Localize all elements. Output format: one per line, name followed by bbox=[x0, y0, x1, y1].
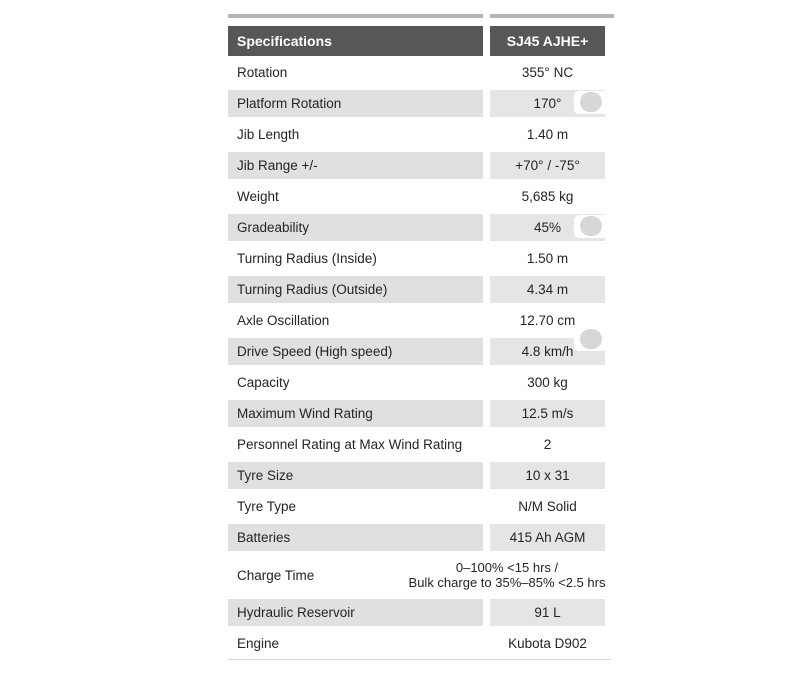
spec-value bbox=[490, 90, 605, 117]
specifications-header: Specifications bbox=[228, 26, 483, 56]
spec-value-line: 45% bbox=[533, 220, 562, 235]
table-row bbox=[228, 367, 617, 398]
spec-label: Jib Range +/- bbox=[228, 152, 483, 179]
spec-value-line: 170° bbox=[533, 96, 562, 111]
spec-value-line: 10 x 31 bbox=[525, 468, 570, 483]
spec-value-line: 12.5 m/s bbox=[521, 406, 574, 421]
table-row bbox=[228, 491, 617, 522]
spec-label: Axle Oscillation bbox=[237, 313, 330, 328]
spec-label: Capacity bbox=[237, 375, 290, 390]
spec-value bbox=[490, 59, 605, 86]
spec-value-line: Bulk charge to 35%–85% <2.5 hrs bbox=[408, 575, 606, 590]
table-row bbox=[228, 305, 617, 336]
spec-value bbox=[392, 553, 622, 597]
spec-value-line: 4.8 km/h bbox=[521, 344, 574, 359]
spec-label: Tyre Size bbox=[228, 462, 483, 489]
table-row bbox=[228, 181, 617, 212]
spec-label: Tyre Type bbox=[237, 499, 297, 514]
spec-value-line: N/M Solid bbox=[518, 499, 577, 514]
spec-value bbox=[490, 152, 605, 179]
table-row bbox=[228, 88, 617, 119]
spec-label: Rotation bbox=[237, 65, 288, 80]
spec-value bbox=[490, 599, 605, 626]
spec-label: Turning Radius (Outside) bbox=[228, 276, 483, 303]
spec-value-line: 300 kg bbox=[527, 375, 568, 390]
spec-value bbox=[490, 630, 605, 657]
spec-label: Jib Length bbox=[237, 127, 300, 142]
top-bar-left bbox=[228, 14, 483, 18]
spec-value-line: 4.34 m bbox=[526, 282, 569, 297]
spec-value-line: 2 bbox=[543, 437, 552, 452]
top-bar-right bbox=[490, 14, 614, 18]
spec-rows bbox=[228, 57, 617, 659]
table-row bbox=[228, 336, 617, 367]
table-row bbox=[228, 57, 617, 88]
spec-value-line: +70° / -75° bbox=[515, 158, 580, 173]
pill-indicator-icon bbox=[574, 91, 608, 114]
spec-value bbox=[490, 524, 605, 551]
spec-label: Turning Radius (Inside) bbox=[237, 251, 377, 266]
table-row bbox=[228, 119, 617, 150]
table-row bbox=[228, 150, 617, 181]
pill-knob-icon bbox=[580, 92, 602, 112]
table-bottom-rule bbox=[228, 659, 611, 660]
spec-value bbox=[490, 493, 605, 520]
spec-label: Hydraulic Reservoir bbox=[228, 599, 483, 626]
table-row bbox=[228, 522, 617, 553]
spec-value bbox=[490, 431, 605, 458]
spec-value bbox=[490, 183, 605, 210]
pill-knob-icon bbox=[580, 329, 602, 349]
spec-value-line: 91 L bbox=[534, 605, 561, 620]
table-row bbox=[228, 429, 617, 460]
table-row bbox=[228, 597, 617, 628]
spec-value bbox=[490, 400, 605, 427]
spec-value bbox=[490, 214, 605, 241]
spec-value-line: 355° NC bbox=[521, 65, 574, 80]
spec-label: Gradeability bbox=[228, 214, 483, 241]
spec-label: Maximum Wind Rating bbox=[228, 400, 483, 427]
spec-label: Engine bbox=[237, 636, 280, 651]
model-header: SJ45 AJHE+ bbox=[490, 26, 605, 56]
spec-value bbox=[490, 276, 605, 303]
spec-value-line: 0–100% <15 hrs / bbox=[455, 560, 559, 575]
table-row bbox=[228, 628, 617, 659]
pill-indicator-icon bbox=[574, 328, 608, 351]
spec-label: Personnel Rating at Max Wind Rating bbox=[237, 437, 463, 452]
table-row bbox=[228, 460, 617, 491]
spec-label: Charge Time bbox=[237, 567, 315, 583]
table-top-bars bbox=[228, 14, 617, 18]
spec-label: Weight bbox=[237, 189, 279, 204]
table-row bbox=[228, 553, 617, 597]
table-row bbox=[228, 274, 617, 305]
spec-value bbox=[490, 338, 605, 365]
table-header-row bbox=[228, 26, 617, 56]
table-row bbox=[228, 243, 617, 274]
spec-value-line: 5,685 kg bbox=[521, 189, 574, 204]
spec-value bbox=[490, 121, 605, 148]
specifications-table bbox=[228, 14, 617, 660]
pill-indicator-icon bbox=[574, 215, 608, 238]
spec-value bbox=[490, 462, 605, 489]
spec-value-line: 415 Ah AGM bbox=[509, 530, 586, 545]
spec-value bbox=[490, 369, 605, 396]
spec-value-line: 12.70 cm bbox=[519, 313, 576, 328]
pill-knob-icon bbox=[580, 216, 602, 236]
spec-value-line: 1.50 m bbox=[526, 251, 569, 266]
spec-label: Batteries bbox=[228, 524, 483, 551]
spec-label: Platform Rotation bbox=[228, 90, 483, 117]
table-row bbox=[228, 212, 617, 243]
table-row bbox=[228, 398, 617, 429]
spec-value-line: 1.40 m bbox=[526, 127, 569, 142]
spec-value bbox=[490, 245, 605, 272]
spec-value-line: Kubota D902 bbox=[508, 636, 587, 651]
spec-label: Drive Speed (High speed) bbox=[228, 338, 483, 365]
